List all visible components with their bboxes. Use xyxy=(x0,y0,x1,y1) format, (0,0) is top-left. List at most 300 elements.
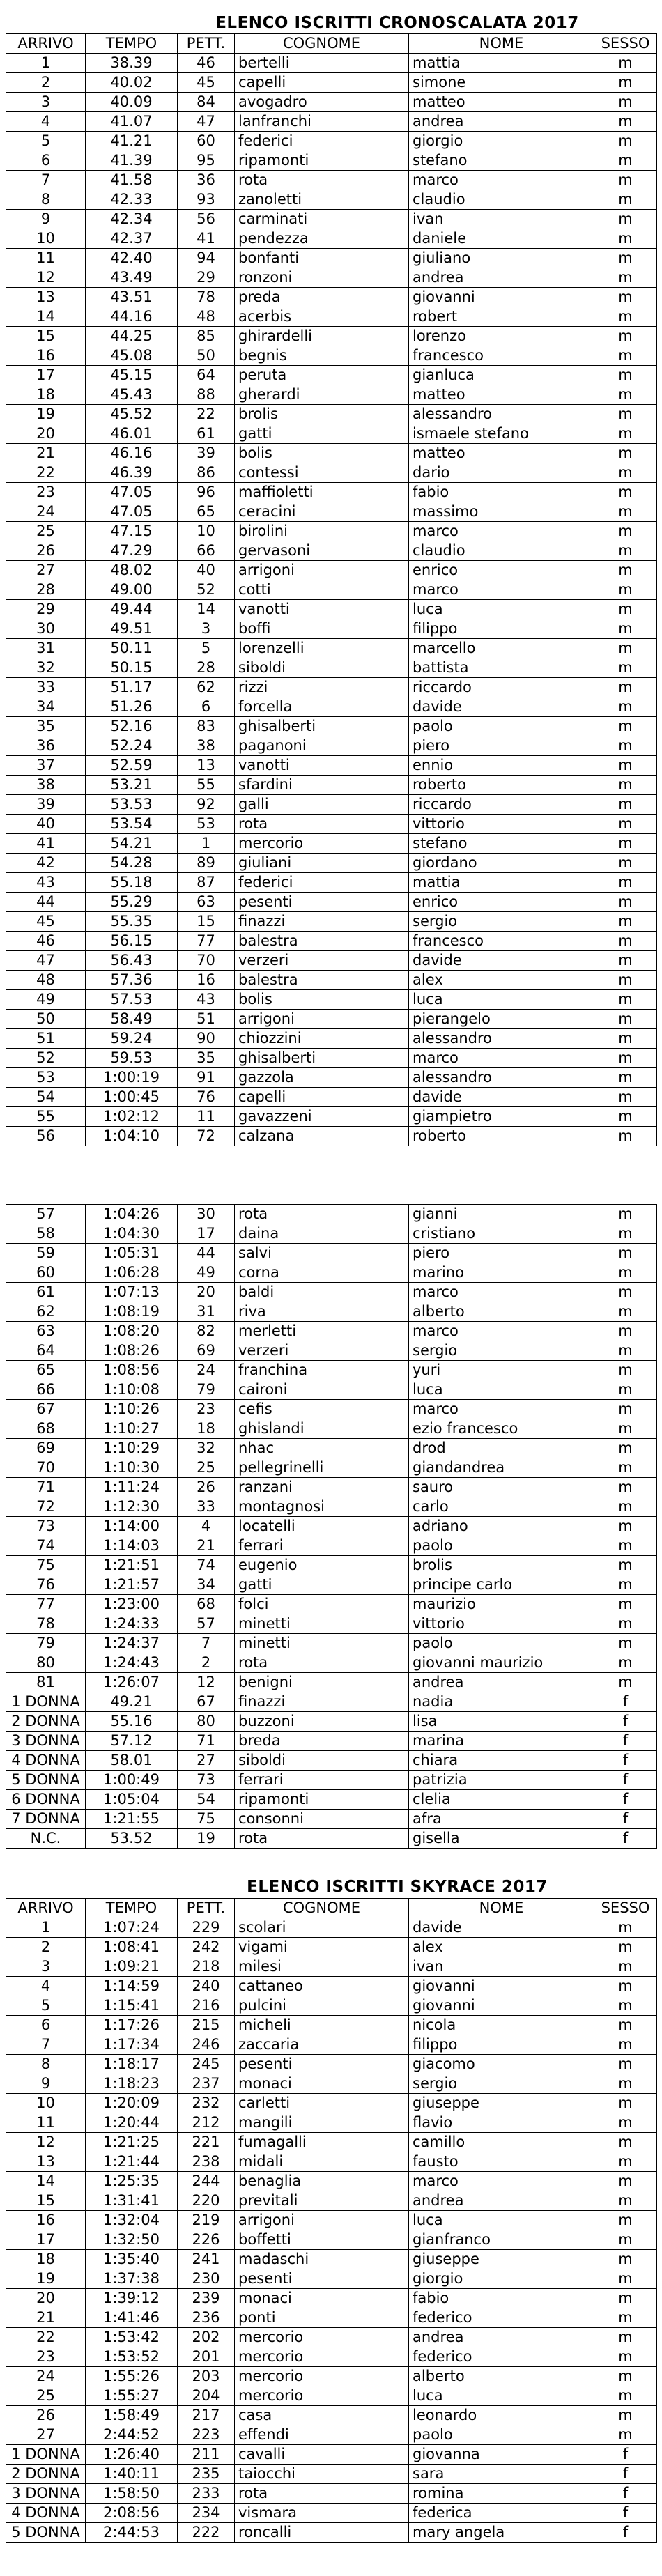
cognome-cell: monaci xyxy=(235,2074,409,2094)
cognome-cell: pesenti xyxy=(235,2055,409,2074)
nome-cell: fabio xyxy=(409,2289,594,2308)
table-row xyxy=(6,1673,657,1692)
arrivo-cell: 5 xyxy=(6,1996,86,2016)
tempo-cell: 1:24:33 xyxy=(86,1614,178,1634)
tempo-cell: 1:08:26 xyxy=(86,1341,178,1361)
tempo-cell: 1:21:25 xyxy=(86,2133,178,2152)
arrivo-cell: 18 xyxy=(6,2250,86,2269)
table-row xyxy=(6,619,657,639)
arrivo-cell: 56 xyxy=(6,1127,86,1146)
nome-cell: giorgio xyxy=(409,2269,594,2289)
tempo-cell: 45.08 xyxy=(86,346,178,366)
sesso-cell: m xyxy=(594,288,657,307)
cognome-cell: gatti xyxy=(235,1575,409,1595)
nome-cell: sauro xyxy=(409,1478,594,1497)
nome-cell: luca xyxy=(409,600,594,619)
arrivo-cell: 26 xyxy=(6,541,86,561)
table-row xyxy=(6,1322,657,1341)
tempo-cell: 49.21 xyxy=(86,1692,178,1712)
pettorale-cell: 82 xyxy=(178,1322,235,1341)
table-row xyxy=(6,1205,657,1224)
arrivo-cell: 7 xyxy=(6,171,86,190)
arrivo-cell: 66 xyxy=(6,1380,86,1400)
cognome-cell: pesenti xyxy=(235,893,409,912)
tempo-cell: 43.51 xyxy=(86,288,178,307)
cognome-cell: acerbis xyxy=(235,307,409,327)
table-row xyxy=(6,1049,657,1068)
cognome-cell: carminati xyxy=(235,210,409,229)
tempo-cell: 41.07 xyxy=(86,112,178,132)
pettorale-cell: 235 xyxy=(178,2465,235,2484)
pettorale-cell: 238 xyxy=(178,2152,235,2172)
sesso-cell: m xyxy=(594,190,657,210)
arrivo-cell: 75 xyxy=(6,1556,86,1575)
column-header: NOME xyxy=(409,1899,594,1918)
nome-cell: marco xyxy=(409,1322,594,1341)
table-row xyxy=(6,1957,657,1977)
sesso-cell: m xyxy=(594,1088,657,1107)
sesso-cell: m xyxy=(594,2406,657,2425)
nome-cell: battista xyxy=(409,658,594,678)
pettorale-cell: 212 xyxy=(178,2113,235,2133)
arrivo-cell: 21 xyxy=(6,444,86,463)
cognome-cell: gervasoni xyxy=(235,541,409,561)
pettorale-cell: 25 xyxy=(178,1458,235,1478)
pettorale-cell: 71 xyxy=(178,1732,235,1751)
pettorale-cell: 43 xyxy=(178,990,235,1010)
arrivo-cell: 1 DONNA xyxy=(6,1692,86,1712)
table-row xyxy=(6,2269,657,2289)
arrivo-cell: 26 xyxy=(6,2406,86,2425)
nome-cell: matteo xyxy=(409,93,594,112)
pettorale-cell: 211 xyxy=(178,2445,235,2465)
table-row xyxy=(6,2289,657,2308)
nome-cell: giuseppe xyxy=(409,2094,594,2113)
arrivo-cell: 37 xyxy=(6,756,86,776)
cognome-cell: minetti xyxy=(235,1634,409,1653)
cognome-cell: caironi xyxy=(235,1380,409,1400)
pettorale-cell: 74 xyxy=(178,1556,235,1575)
cognome-cell: rota xyxy=(235,171,409,190)
pettorale-cell: 38 xyxy=(178,736,235,756)
nome-cell: roberto xyxy=(409,1127,594,1146)
table-row xyxy=(6,1771,657,1790)
sesso-cell: m xyxy=(594,73,657,93)
sesso-cell: m xyxy=(594,1536,657,1556)
arrivo-cell: 6 DONNA xyxy=(6,1790,86,1810)
column-header: PETT. xyxy=(178,1899,235,1918)
pettorale-cell: 215 xyxy=(178,2016,235,2035)
sesso-cell: m xyxy=(594,619,657,639)
pettorale-cell: 73 xyxy=(178,1771,235,1790)
column-header: TEMPO xyxy=(86,34,178,54)
table-row xyxy=(6,756,657,776)
sesso-cell: m xyxy=(594,444,657,463)
cognome-cell: pendezza xyxy=(235,229,409,249)
tempo-cell: 1:21:51 xyxy=(86,1556,178,1575)
cognome-cell: minetti xyxy=(235,1614,409,1634)
pettorale-cell: 233 xyxy=(178,2484,235,2504)
arrivo-cell: 49 xyxy=(6,990,86,1010)
cognome-cell: cattaneo xyxy=(235,1977,409,1996)
table-row xyxy=(6,1107,657,1127)
arrivo-cell: 9 xyxy=(6,210,86,229)
sesso-cell: m xyxy=(594,658,657,678)
table-row xyxy=(6,1653,657,1673)
arrivo-cell: 2 xyxy=(6,1938,86,1957)
pettorale-cell: 19 xyxy=(178,1829,235,1849)
nome-cell: giuliano xyxy=(409,249,594,268)
nome-cell: maurizio xyxy=(409,1595,594,1614)
tempo-cell: 1:24:37 xyxy=(86,1634,178,1653)
pettorale-cell: 46 xyxy=(178,54,235,73)
pettorale-cell: 20 xyxy=(178,1283,235,1302)
cognome-cell: boffetti xyxy=(235,2230,409,2250)
arrivo-cell: 7 xyxy=(6,2035,86,2055)
nome-cell: giacomo xyxy=(409,2055,594,2074)
arrivo-cell: 80 xyxy=(6,1653,86,1673)
nome-cell: sergio xyxy=(409,1341,594,1361)
arrivo-cell: 17 xyxy=(6,2230,86,2250)
table-row xyxy=(6,1458,657,1478)
nome-cell: alessandro xyxy=(409,1029,594,1049)
table-row xyxy=(6,815,657,834)
nome-cell: nadia xyxy=(409,1692,594,1712)
table-row xyxy=(6,932,657,951)
pettorale-cell: 226 xyxy=(178,2230,235,2250)
table-row xyxy=(6,1996,657,2016)
pettorale-cell: 230 xyxy=(178,2269,235,2289)
tempo-cell: 1:21:57 xyxy=(86,1575,178,1595)
arrivo-cell: 4 xyxy=(6,112,86,132)
sesso-cell: m xyxy=(594,2269,657,2289)
cognome-cell: ghislandi xyxy=(235,1419,409,1439)
sesso-cell: m xyxy=(594,1556,657,1575)
tempo-cell: 50.15 xyxy=(86,658,178,678)
nome-cell: alessandro xyxy=(409,1068,594,1088)
tempo-cell: 1:53:52 xyxy=(86,2347,178,2367)
table-row xyxy=(6,580,657,600)
arrivo-cell: 65 xyxy=(6,1361,86,1380)
tempo-cell: 1:21:55 xyxy=(86,1810,178,1829)
cognome-cell: roncalli xyxy=(235,2523,409,2543)
sesso-cell: m xyxy=(594,151,657,171)
cognome-cell: bertelli xyxy=(235,54,409,73)
cognome-cell: rizzi xyxy=(235,678,409,697)
table-row xyxy=(6,2406,657,2425)
table-row xyxy=(6,229,657,249)
header-row xyxy=(6,1899,657,1918)
cognome-cell: ronzoni xyxy=(235,268,409,288)
cognome-cell: folci xyxy=(235,1595,409,1614)
table-row xyxy=(6,971,657,990)
arrivo-cell: 1 xyxy=(6,54,86,73)
nome-cell: alex xyxy=(409,1938,594,1957)
pettorale-cell: 55 xyxy=(178,776,235,795)
sesso-cell: m xyxy=(594,1458,657,1478)
nome-cell: romina xyxy=(409,2484,594,2504)
arrivo-cell: 55 xyxy=(6,1107,86,1127)
nome-cell: vittorio xyxy=(409,1614,594,1634)
table-row xyxy=(6,307,657,327)
sesso-cell: m xyxy=(594,1010,657,1029)
table-row xyxy=(6,1751,657,1771)
cognome-cell: salvi xyxy=(235,1244,409,1263)
cognome-cell: arrigoni xyxy=(235,2211,409,2230)
nome-cell: riccardo xyxy=(409,795,594,815)
nome-cell: robert xyxy=(409,307,594,327)
sesso-cell: m xyxy=(594,2211,657,2230)
arrivo-cell: 27 xyxy=(6,561,86,580)
tempo-cell: 41.39 xyxy=(86,151,178,171)
tempo-cell: 45.15 xyxy=(86,366,178,385)
pettorale-cell: 223 xyxy=(178,2425,235,2445)
pettorale-cell: 36 xyxy=(178,171,235,190)
sesso-cell: m xyxy=(594,2133,657,2152)
sesso-cell: m xyxy=(594,971,657,990)
pettorale-cell: 68 xyxy=(178,1595,235,1614)
tempo-cell: 1:18:17 xyxy=(86,2055,178,2074)
nome-cell: leonardo xyxy=(409,2406,594,2425)
tempo-cell: 50.11 xyxy=(86,639,178,658)
tempo-cell: 1:06:28 xyxy=(86,1263,178,1283)
arrivo-cell: 6 xyxy=(6,151,86,171)
tempo-cell: 47.29 xyxy=(86,541,178,561)
nome-cell: luca xyxy=(409,2211,594,2230)
cognome-cell: taiocchi xyxy=(235,2465,409,2484)
arrivo-cell: 81 xyxy=(6,1673,86,1692)
cognome-cell: bolis xyxy=(235,444,409,463)
sesso-cell: m xyxy=(594,2347,657,2367)
tempo-cell: 53.52 xyxy=(86,1829,178,1849)
pettorale-cell: 54 xyxy=(178,1790,235,1810)
table-row xyxy=(6,2308,657,2328)
cognome-cell: rota xyxy=(235,1653,409,1673)
cognome-cell: nhac xyxy=(235,1439,409,1458)
arrivo-cell: 73 xyxy=(6,1517,86,1536)
arrivo-cell: 45 xyxy=(6,912,86,932)
pettorale-cell: 31 xyxy=(178,1302,235,1322)
pettorale-cell: 39 xyxy=(178,444,235,463)
pettorale-cell: 33 xyxy=(178,1497,235,1517)
pettorale-cell: 17 xyxy=(178,1224,235,1244)
pettorale-cell: 30 xyxy=(178,1205,235,1224)
tempo-cell: 57.36 xyxy=(86,971,178,990)
pettorale-cell: 246 xyxy=(178,2035,235,2055)
arrivo-cell: 42 xyxy=(6,854,86,873)
nome-cell: yuri xyxy=(409,1361,594,1380)
sesso-cell: m xyxy=(594,1957,657,1977)
sesso-cell: f xyxy=(594,2484,657,2504)
pettorale-cell: 232 xyxy=(178,2094,235,2113)
nome-cell: marco xyxy=(409,1283,594,1302)
sesso-cell: m xyxy=(594,132,657,151)
nome-cell: roberto xyxy=(409,776,594,795)
arrivo-cell: 28 xyxy=(6,580,86,600)
nome-cell: sergio xyxy=(409,2074,594,2094)
cognome-cell: rota xyxy=(235,1205,409,1224)
arrivo-cell: 1 DONNA xyxy=(6,2445,86,2465)
nome-cell: marino xyxy=(409,1263,594,1283)
pettorale-cell: 202 xyxy=(178,2328,235,2347)
sesso-cell: m xyxy=(594,580,657,600)
sesso-cell: m xyxy=(594,1302,657,1322)
pettorale-cell: 51 xyxy=(178,1010,235,1029)
tempo-cell: 1:58:50 xyxy=(86,2484,178,2504)
arrivo-cell: 4 xyxy=(6,1977,86,1996)
arrivo-cell: 27 xyxy=(6,2425,86,2445)
table-row xyxy=(6,2191,657,2211)
nome-cell: afra xyxy=(409,1810,594,1829)
tempo-cell: 42.34 xyxy=(86,210,178,229)
table-row xyxy=(6,1088,657,1107)
nome-cell: francesco xyxy=(409,346,594,366)
tempo-cell: 46.16 xyxy=(86,444,178,463)
tempo-cell: 54.28 xyxy=(86,854,178,873)
table-row xyxy=(6,1341,657,1361)
cognome-cell: monaci xyxy=(235,2289,409,2308)
arrivo-cell: 33 xyxy=(6,678,86,697)
tempo-cell: 1:04:30 xyxy=(86,1224,178,1244)
tempo-cell: 1:09:21 xyxy=(86,1957,178,1977)
tempo-cell: 1:18:23 xyxy=(86,2074,178,2094)
pettorale-cell: 76 xyxy=(178,1088,235,1107)
cognome-cell: ripamonti xyxy=(235,1790,409,1810)
pettorale-cell: 229 xyxy=(178,1918,235,1938)
nome-cell: lorenzo xyxy=(409,327,594,346)
column-header: COGNOME xyxy=(235,1899,409,1918)
table-row xyxy=(6,2504,657,2523)
arrivo-cell: 5 DONNA xyxy=(6,2523,86,2543)
nome-cell: marco xyxy=(409,2172,594,2191)
table-row xyxy=(6,1810,657,1829)
nome-cell: paolo xyxy=(409,1536,594,1556)
arrivo-cell: 4 DONNA xyxy=(6,1751,86,1771)
cognome-cell: ferrari xyxy=(235,1536,409,1556)
cognome-cell: sfardini xyxy=(235,776,409,795)
nome-cell: filippo xyxy=(409,2035,594,2055)
arrivo-cell: 57 xyxy=(6,1205,86,1224)
pettorale-cell: 245 xyxy=(178,2055,235,2074)
nome-cell: andrea xyxy=(409,2191,594,2211)
tempo-cell: 58.49 xyxy=(86,1010,178,1029)
cognome-cell: pellegrinelli xyxy=(235,1458,409,1478)
nome-cell: riccardo xyxy=(409,678,594,697)
column-header: SESSO xyxy=(594,1899,657,1918)
arrivo-cell: 71 xyxy=(6,1478,86,1497)
cognome-cell: casa xyxy=(235,2406,409,2425)
pettorale-cell: 80 xyxy=(178,1712,235,1732)
nome-cell: claudio xyxy=(409,541,594,561)
cognome-cell: begnis xyxy=(235,346,409,366)
pettorale-cell: 57 xyxy=(178,1614,235,1634)
arrivo-cell: 68 xyxy=(6,1419,86,1439)
nome-cell: principe carlo xyxy=(409,1575,594,1595)
table-row xyxy=(6,2425,657,2445)
sesso-cell: m xyxy=(594,756,657,776)
nome-cell: sara xyxy=(409,2465,594,2484)
nome-cell: fausto xyxy=(409,2152,594,2172)
table-row xyxy=(6,1068,657,1088)
sesso-cell: f xyxy=(594,1692,657,1712)
nome-cell: davide xyxy=(409,697,594,717)
pettorale-cell: 26 xyxy=(178,1478,235,1497)
cognome-cell: capelli xyxy=(235,73,409,93)
arrivo-cell: 52 xyxy=(6,1049,86,1068)
pettorale-cell: 218 xyxy=(178,1957,235,1977)
arrivo-cell: 16 xyxy=(6,2211,86,2230)
table-row xyxy=(6,327,657,346)
arrivo-cell: 79 xyxy=(6,1634,86,1653)
pettorale-cell: 90 xyxy=(178,1029,235,1049)
arrivo-cell: 38 xyxy=(6,776,86,795)
table-row xyxy=(6,541,657,561)
nome-cell: adriano xyxy=(409,1517,594,1536)
nome-cell: alberto xyxy=(409,2367,594,2386)
sesso-cell: m xyxy=(594,424,657,444)
sesso-cell: m xyxy=(594,1634,657,1653)
table-row xyxy=(6,405,657,424)
nome-cell: federica xyxy=(409,2504,594,2523)
nome-cell: ennio xyxy=(409,756,594,776)
sesso-cell: m xyxy=(594,54,657,73)
sesso-cell: m xyxy=(594,1517,657,1536)
pettorale-cell: 12 xyxy=(178,1673,235,1692)
sesso-cell: m xyxy=(594,1263,657,1283)
table-row xyxy=(6,2055,657,2074)
sesso-cell: m xyxy=(594,893,657,912)
table-row xyxy=(6,2172,657,2191)
sesso-cell: m xyxy=(594,1224,657,1244)
table-row xyxy=(6,1556,657,1575)
pettorale-cell: 236 xyxy=(178,2308,235,2328)
arrivo-cell: 18 xyxy=(6,385,86,405)
nome-cell: alessandro xyxy=(409,405,594,424)
cognome-cell: siboldi xyxy=(235,658,409,678)
nome-cell: federico xyxy=(409,2347,594,2367)
nome-cell: alberto xyxy=(409,1302,594,1322)
nome-cell: gianfranco xyxy=(409,2230,594,2250)
tempo-cell: 49.00 xyxy=(86,580,178,600)
table-row xyxy=(6,2211,657,2230)
nome-cell: massimo xyxy=(409,502,594,522)
tempo-cell: 1:04:26 xyxy=(86,1205,178,1224)
tempo-cell: 56.15 xyxy=(86,932,178,951)
pettorale-cell: 22 xyxy=(178,405,235,424)
tempo-cell: 51.17 xyxy=(86,678,178,697)
arrivo-cell: 12 xyxy=(6,2133,86,2152)
cognome-cell: ferrari xyxy=(235,1771,409,1790)
cognome-cell: arrigoni xyxy=(235,561,409,580)
pettorale-cell: 60 xyxy=(178,132,235,151)
pettorale-cell: 86 xyxy=(178,463,235,483)
column-header: ARRIVO xyxy=(6,34,86,54)
sesso-cell: m xyxy=(594,1419,657,1439)
pettorale-cell: 88 xyxy=(178,385,235,405)
arrivo-cell: 3 xyxy=(6,93,86,112)
sesso-cell: m xyxy=(594,229,657,249)
nome-cell: paolo xyxy=(409,2425,594,2445)
table-row xyxy=(6,1634,657,1653)
nome-cell: giovanni xyxy=(409,288,594,307)
arrivo-cell: 15 xyxy=(6,327,86,346)
cognome-cell: vanotti xyxy=(235,600,409,619)
table-row xyxy=(6,1127,657,1146)
tempo-cell: 47.05 xyxy=(86,483,178,502)
arrivo-cell: 22 xyxy=(6,2328,86,2347)
nome-cell: daniele xyxy=(409,229,594,249)
cronoscalata-table-part2 xyxy=(6,1204,657,1849)
